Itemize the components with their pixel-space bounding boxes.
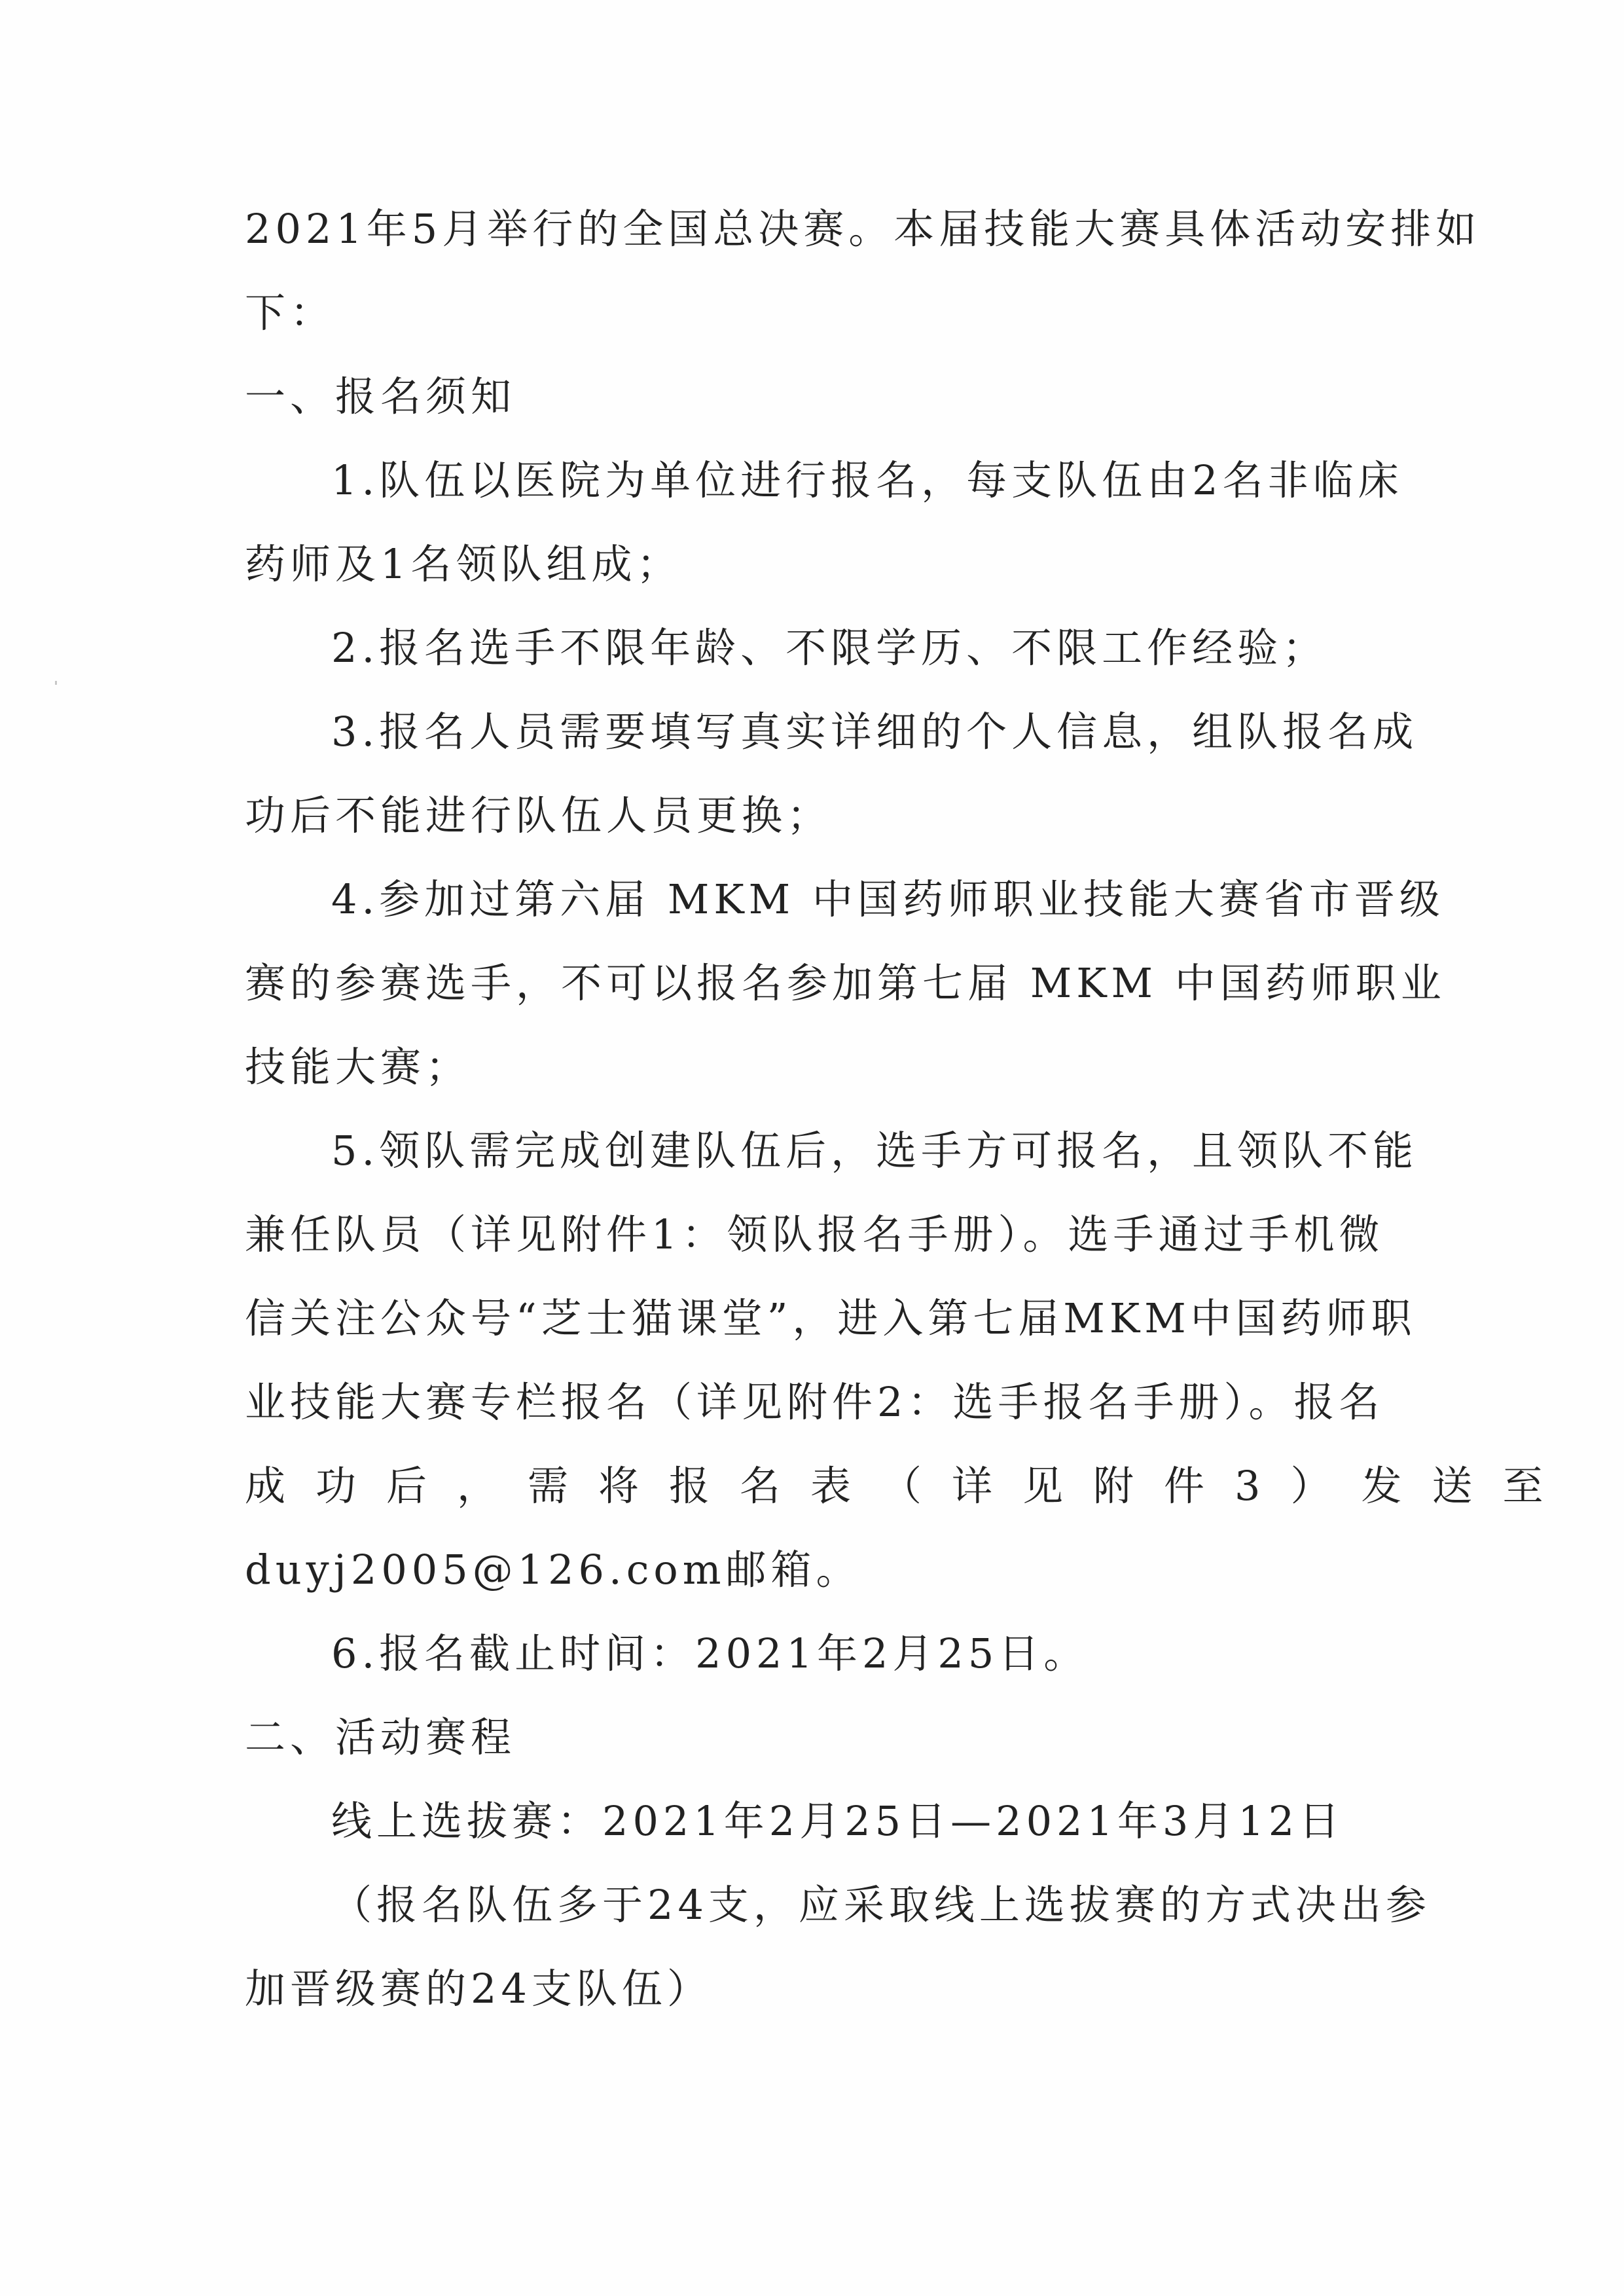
rule-1-line-1: 1.队伍以医院为单位进行报名，每支队伍由2名非临床 [331, 456, 1403, 504]
schedule-online-selection: 线上选拔赛：2021年2月25日—2021年3月12日 [331, 1797, 1344, 1845]
schedule-note-line-1: （报名队伍多于24支，应采取线上选拔赛的方式决出参 [331, 1881, 1431, 1929]
scan-speck [55, 681, 57, 685]
rule-5-line-2: 兼任队员（详见附件1：领队报名手册）。选手通过手机微 [245, 1211, 1384, 1258]
rule-5-line-3: 信关注公众号“芝士猫课堂”，进入第七届MKM中国药师职 [245, 1294, 1416, 1342]
rule-1-line-2: 药师及1名领队组成； [245, 540, 682, 588]
paragraph-line-intro: 2021年5月举行的全国总决赛。本届技能大赛具体活动安排如 [245, 205, 1481, 253]
rule-5-line-4: 业技能大赛专栏报名（详见附件2：选手报名手册）。报名 [245, 1378, 1384, 1426]
rule-4-line-2: 赛的参赛选手，不可以报名参加第七届 MKM 中国药师职业 [245, 959, 1446, 1007]
rule-2-line-1: 2.报名选手不限年龄、不限学历、不限工作经验； [331, 624, 1328, 672]
rule-5-line-1: 5.领队需完成创建队伍后，选手方可报名，且领队不能 [331, 1127, 1418, 1175]
rule-6-deadline: 6.报名截止时间：2021年2月25日。 [331, 1630, 1089, 1677]
rule-4-line-3: 技能大赛； [245, 1043, 471, 1091]
rule-5-email-line: duyj2005@126.com邮箱。 [245, 1546, 861, 1594]
section-heading-registration: 一、报名须知 [245, 373, 516, 420]
rule-5-line-5: 成功后，需将报名表（详见附件3）发送至 [245, 1462, 1574, 1510]
schedule-note-line-2: 加晋级赛的24支队伍） [245, 1965, 712, 2013]
rule-3-line-1: 3.报名人员需要填写真实详细的个人信息，组队报名成 [331, 708, 1418, 756]
rule-3-line-2: 功后不能进行队伍人员更换； [245, 792, 833, 839]
rule-4-line-1: 4.参加过第六届 MKM 中国药师职业技能大赛省市晋级 [331, 875, 1445, 923]
section-heading-schedule: 二、活动赛程 [245, 1713, 516, 1761]
paragraph-line-intro-end: 下： [245, 289, 336, 337]
